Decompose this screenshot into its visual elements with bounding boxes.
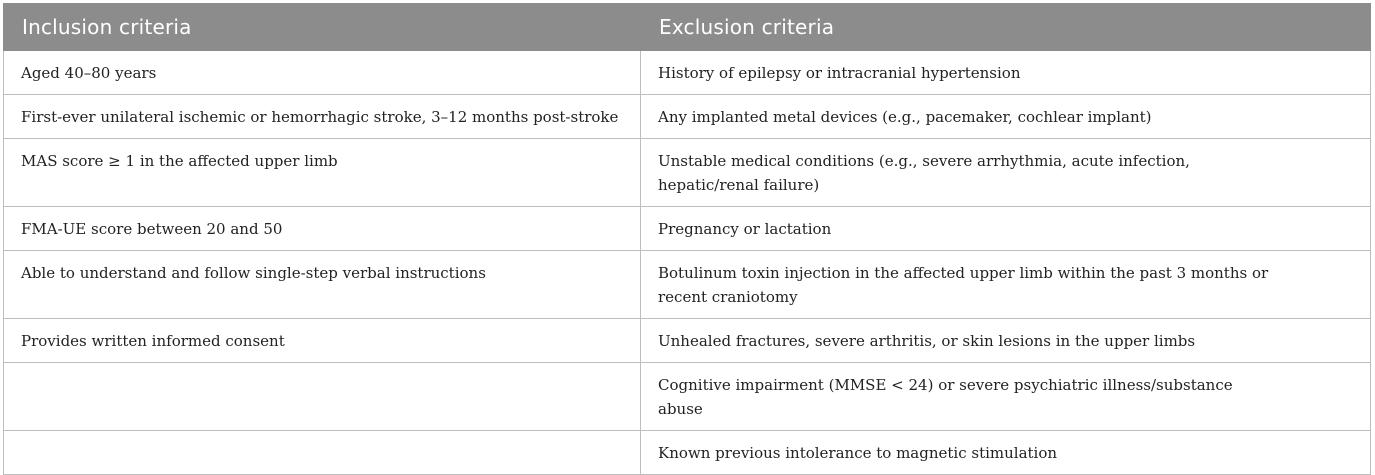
table-row bbox=[4, 251, 1371, 319]
inclusion-cell: First-ever unilateral ischemic or hemorrhagic stroke, 3–12 months post-stroke bbox=[4, 95, 641, 139]
inclusion-cell bbox=[4, 431, 641, 475]
table-row bbox=[4, 319, 1371, 363]
inclusion-cell: Aged 40–80 years bbox=[4, 51, 641, 95]
criteria-table bbox=[3, 3, 1371, 475]
table-row bbox=[4, 51, 1371, 95]
exclusion-cell: Any implanted metal devices (e.g., pacemaker, cochlear implant) bbox=[641, 95, 1371, 139]
table-row bbox=[4, 363, 1371, 431]
table-row bbox=[4, 95, 1371, 139]
inclusion-cell: Able to understand and follow single-step verbal instructions bbox=[4, 251, 641, 319]
exclusion-cell: Cognitive impairment (MMSE < 24) or severe psychiatric illness/substance abuse bbox=[641, 363, 1371, 431]
inclusion-cell: FMA-UE score between 20 and 50 bbox=[4, 207, 641, 251]
exclusion-cell: Botulinum toxin injection in the affected upper limb within the past 3 months or recent craniotomy bbox=[641, 251, 1371, 319]
exclusion-header: Exclusion criteria bbox=[641, 4, 1371, 51]
exclusion-cell: Unstable medical conditions (e.g., severe arrhythmia, acute infection, hepatic/renal failure) bbox=[641, 139, 1371, 207]
table-row bbox=[4, 139, 1371, 207]
exclusion-cell: Known previous intolerance to magnetic stimulation bbox=[641, 431, 1371, 475]
header-row bbox=[4, 4, 1371, 51]
inclusion-header: Inclusion criteria bbox=[4, 4, 641, 51]
exclusion-cell: Unhealed fractures, severe arthritis, or skin lesions in the upper limbs bbox=[641, 319, 1371, 363]
table-row bbox=[4, 207, 1371, 251]
inclusion-cell bbox=[4, 363, 641, 431]
table-row bbox=[4, 431, 1371, 475]
exclusion-cell: Pregnancy or lactation bbox=[641, 207, 1371, 251]
exclusion-cell: History of epilepsy or intracranial hypertension bbox=[641, 51, 1371, 95]
inclusion-cell: Provides written informed consent bbox=[4, 319, 641, 363]
inclusion-cell: MAS score ≥ 1 in the affected upper limb bbox=[4, 139, 641, 207]
